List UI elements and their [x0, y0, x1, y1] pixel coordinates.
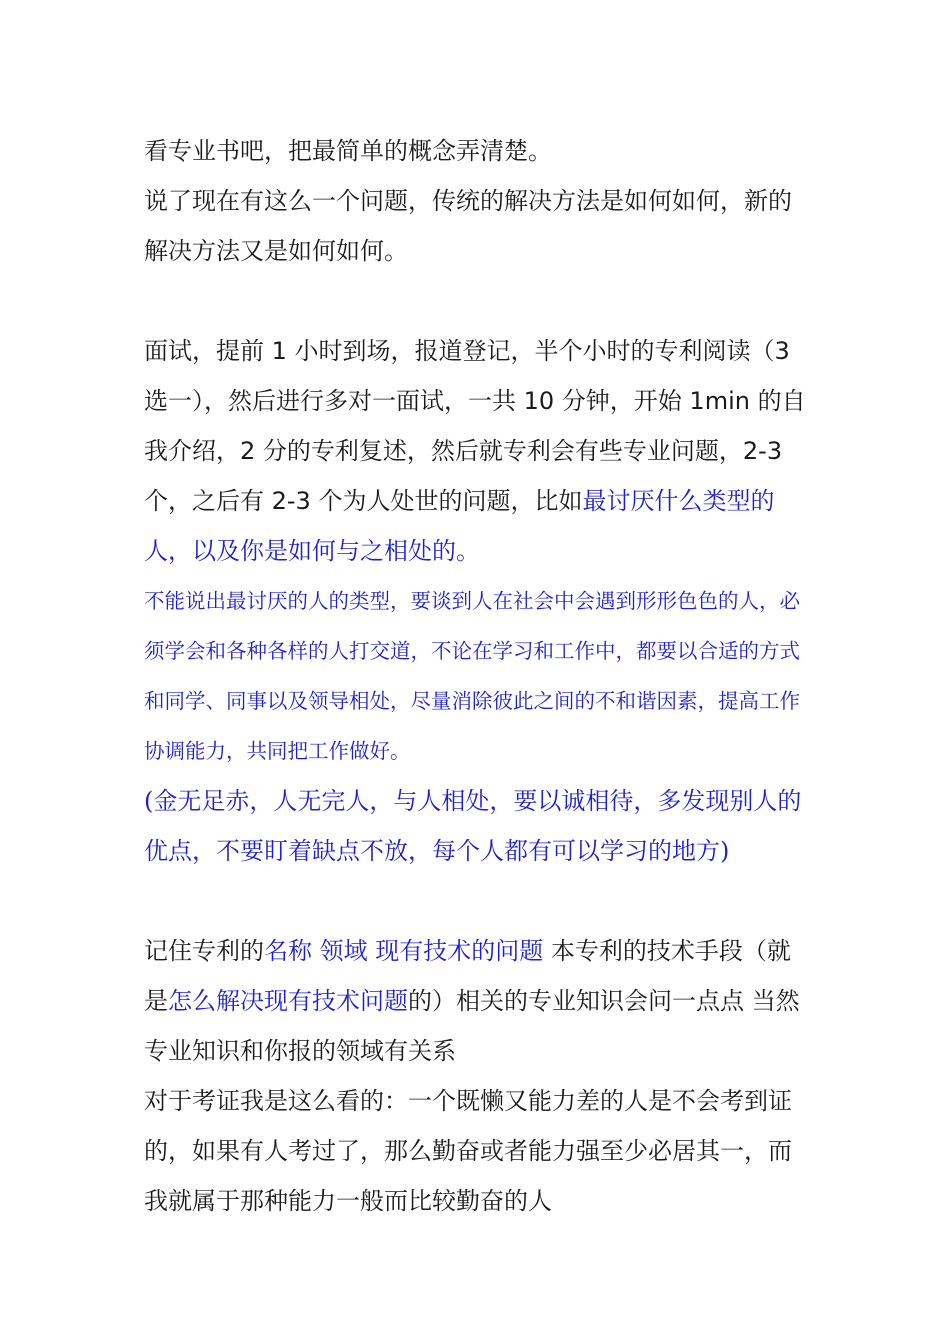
solve-problem-highlight: 怎么解决现有技术问题	[168, 987, 408, 1015]
paragraph-read-books: 看专业书吧，把最简单的概念弄清楚。	[144, 137, 552, 165]
professional-knowledge-text: 的）相关的专业知识会问一点点 当然专业知识和你报的领域有关系	[144, 987, 800, 1065]
paragraph-answer-advice: 不能说出最讨厌的人的类型，要谈到人在社会中会遇到形形色色的人，必须学会和各种各样的人打交道，不论在学习和工作中，都要以合适的方式和同学、同事以及领导相处，尽量消除彼此之间的不和谐因素，提高工作协调能力，共同把工作做好。	[144, 589, 800, 763]
interview-process-text: 面试，提前 1 小时到场，报道登记，半个小时的专利阅读（3选一），然后进行多对一面试，一共 10 分钟，开始 1min 的自我介绍，2 分的专利复述，然后就专利会有些专业问题，2-3个，之后有 2-3 个为人处世的问题，比如	[144, 337, 806, 515]
patent-key-items-highlight: 名称 领域 现有技术的问题	[264, 937, 544, 965]
paragraph-gap	[144, 276, 812, 326]
patent-technical-means-text: 本专利的技术手段（就是	[144, 937, 791, 1015]
paragraph-proverb-note: (金无足赤，人无完人，与人相处，要以诚相待，多发现别人的优点，不要盯着缺点不放，每个人都有可以学习的地方)	[144, 787, 802, 865]
document-body	[144, 126, 812, 1226]
paragraph-certificate-view: 对于考证我是这么看的：一个既懒又能力差的人是不会考到证的，如果有人考过了，那么勤奋或者能力强至少必居其一，而我就属于那种能力一般而比较勤奋的人	[144, 1087, 792, 1215]
paragraph-gap	[144, 876, 812, 926]
paragraph-interview-process	[144, 326, 812, 576]
remember-patent-intro: 记住专利的	[144, 937, 264, 965]
interview-question-highlight: 最讨厌什么类型的人，以及你是如何与之相处的。	[144, 487, 775, 565]
paragraph-problem-solution: 说了现在有这么一个问题，传统的解决方法是如何如何，新的解决方法又是如何如何。	[144, 187, 792, 265]
paragraph-remember-patent	[144, 926, 812, 1076]
